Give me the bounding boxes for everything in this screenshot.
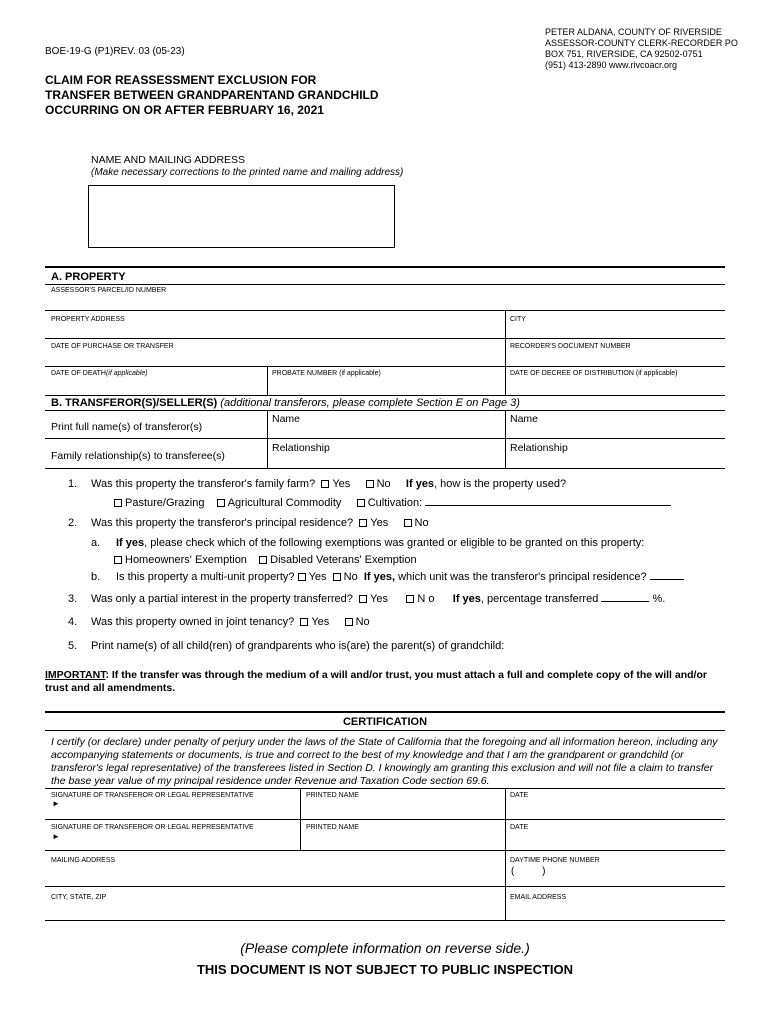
- certification-text: I certify (or declare) under penalty of perjury under the laws of the State of California that the foregoing and all information hereon, including any accompanying statements or documents, is true and correct to the best of my knowledge and that I am the grandparent or grandchild (or transferor's legal representative) of the transferees listed in Section D. I knowingly am granting this exclusion and will not file a claim to transfer the base year value of my principal residence under Revenue and Taxation Code section 69.6.: [51, 736, 718, 787]
- if-yes-label: If yes,: [363, 571, 396, 583]
- date-field-2[interactable]: [506, 820, 724, 850]
- reverse-side-note: (Please complete information on reverse side.): [240, 940, 530, 956]
- phone-label: DAYTIME PHONE NUMBER: [510, 857, 600, 864]
- transferor-names-label: Print full name(s) of transferor(s): [51, 421, 203, 433]
- q2-no-checkbox[interactable]: [404, 519, 412, 527]
- probate-label: PROBATE NUMBER (if applicable): [272, 370, 381, 377]
- cultivation-field[interactable]: [425, 505, 671, 506]
- mailing-address-label: MAILING ADDRESS: [51, 857, 116, 864]
- recorder-doc-label: RECORDER'S DOCUMENT NUMBER: [510, 343, 631, 350]
- grid-line: [267, 366, 268, 395]
- pasture-label: Pasture/Grazing: [125, 497, 205, 509]
- email-label: EMAIL ADDRESS: [510, 894, 567, 901]
- q3-number: 3.: [68, 593, 78, 605]
- form-number: BOE-19-G (P1)REV. 03 (05-23): [45, 46, 185, 57]
- homeowners-label: Homeowners' Exemption: [125, 554, 247, 566]
- grid-line: [505, 410, 506, 468]
- q1-number: 1.: [68, 478, 78, 490]
- signature-field-2[interactable]: [46, 820, 299, 850]
- date-label-1: DATE: [510, 792, 529, 799]
- agri-label: Agricultural Commodity: [227, 497, 342, 509]
- grid-line: [267, 410, 268, 468]
- mailing-label: NAME AND MAILING ADDRESS: [91, 154, 246, 166]
- important-line-1: [45, 670, 707, 681]
- qb-text: Is this property a multi-unit property?: [116, 571, 295, 583]
- name-col-1[interactable]: Name: [272, 413, 301, 425]
- grid-line: [45, 366, 725, 367]
- percentage-field[interactable]: [601, 601, 649, 602]
- grid-line: [45, 468, 725, 469]
- signature-arrow-1: ►: [52, 799, 60, 808]
- q4-no-checkbox[interactable]: [345, 618, 353, 626]
- death-date-label: [51, 370, 148, 377]
- date-field-1[interactable]: [506, 789, 724, 819]
- property-address-label: PROPERTY ADDRESS: [51, 316, 125, 323]
- mailing-instruction: (Make necessary corrections to the printed name and mailing address): [91, 167, 404, 178]
- q2-number: 2.: [68, 517, 78, 529]
- qb-no-checkbox[interactable]: [333, 573, 341, 581]
- veterans-label: Disabled Veterans' Exemption: [270, 554, 417, 566]
- section-b-heading: B. TRANSFEROR(S)/SELLER(S): [51, 397, 218, 409]
- yes-label: Yes: [332, 478, 351, 490]
- grid-line: [45, 438, 725, 439]
- if-yes-label: If yes: [405, 478, 435, 490]
- if-yes-label: If yes: [116, 537, 145, 549]
- exemption-options: [114, 555, 417, 566]
- printed-name-label-1: PRINTED NAME: [306, 792, 359, 799]
- email-field[interactable]: [506, 887, 724, 920]
- name-col-2[interactable]: Name: [510, 413, 539, 425]
- q3-text: Was only a partial interest in the property transferred?: [91, 593, 353, 605]
- city-state-zip-field[interactable]: [46, 887, 504, 920]
- qa-number: a.: [91, 537, 101, 549]
- important-line-2: trust and all amendments.: [45, 682, 176, 694]
- q4-row: [91, 617, 370, 628]
- printed-name-field-1[interactable]: [301, 789, 504, 819]
- important-text: : If the transfer was through the medium of a will and/or trust, you must attach a full and complete copy of the will and/or: [105, 669, 707, 681]
- public-inspection-notice: THIS DOCUMENT IS NOT SUBJECT TO PUBLIC INSPECTION: [196, 962, 574, 977]
- relationship-label: Family relationship(s) to transferee(s): [51, 450, 225, 462]
- q4-text: Was this property owned in joint tenancy?: [91, 616, 295, 628]
- agency-line: BOX 751, RIVERSIDE, CA 92502-0751: [545, 49, 703, 59]
- city-label: CITY: [510, 316, 526, 323]
- yes-label: Yes: [370, 517, 389, 529]
- pasture-checkbox[interactable]: [114, 499, 122, 507]
- grid-line: [45, 310, 725, 311]
- q3-follow-text: , percentage transferred: [480, 593, 599, 605]
- yes-label: Yes: [311, 616, 330, 628]
- cultivation-checkbox[interactable]: [357, 499, 365, 507]
- no-label: No: [355, 616, 370, 628]
- title-line: TRANSFER BETWEEN GRANDPARENTAND GRANDCHILD: [45, 88, 379, 102]
- no-label: No: [414, 517, 429, 529]
- important-label: IMPORTANT: [45, 669, 106, 681]
- qa-text: , please check which of the following exemptions was granted or eligible to be granted on this property:: [144, 537, 645, 549]
- decree-date-label: DATE OF DECREE OF DISTRIBUTION (if applicable): [510, 370, 678, 377]
- qb-yes-checkbox[interactable]: [298, 573, 306, 581]
- grid-line: [45, 920, 725, 921]
- q2-row: [91, 518, 429, 529]
- agency-address: [545, 27, 765, 71]
- certification-rule: [45, 711, 725, 713]
- q1-options: [114, 498, 671, 509]
- unit-field[interactable]: [650, 579, 684, 580]
- grid-line: [45, 410, 725, 411]
- agency-line: PETER ALDANA, COUNTY OF RIVERSIDE: [545, 27, 722, 37]
- no-label: No: [376, 478, 391, 490]
- death-date-text: DATE OF DEATH: [51, 370, 106, 377]
- qb-row: [116, 572, 684, 583]
- q1-follow-text: , how is the property used?: [434, 478, 567, 490]
- death-date-note: (if applicable): [105, 370, 148, 377]
- section-b-note: (additional transferors, please complete Section E on Page 3): [220, 397, 520, 409]
- printed-name-label-2: PRINTED NAME: [306, 824, 359, 831]
- signature-field-1[interactable]: [46, 789, 299, 819]
- q2-yes-checkbox[interactable]: [359, 519, 367, 527]
- no-label: N o: [417, 593, 435, 605]
- no-label: No: [343, 571, 358, 583]
- qb-number: b.: [91, 571, 101, 583]
- agri-checkbox[interactable]: [217, 499, 225, 507]
- grid-line: [45, 338, 725, 339]
- relationship-col-2[interactable]: Relationship: [510, 442, 568, 454]
- homeowners-checkbox[interactable]: [114, 556, 122, 564]
- q3-row: [91, 594, 665, 605]
- city-state-zip-label: CITY, STATE, ZIP: [51, 894, 107, 901]
- percent-sign: %.: [652, 593, 666, 605]
- signature-arrow-2: ►: [52, 832, 60, 841]
- veterans-checkbox[interactable]: [259, 556, 267, 564]
- agency-line: (951) 413-2890 www.rivcoacr.org: [545, 60, 678, 70]
- form-title: [45, 73, 465, 118]
- mailing-address-field[interactable]: [46, 851, 504, 886]
- q3-no-checkbox[interactable]: [406, 595, 414, 603]
- signature-label-1: SIGNATURE OF TRANSFEROR OR LEGAL REPRESENTATIVE: [51, 792, 254, 799]
- qa-row: [116, 538, 644, 549]
- if-yes-label: If yes: [452, 593, 481, 605]
- q5-text: Print name(s) of all child(ren) of grandparents who is(are) the parent(s) of grandchild:: [91, 640, 505, 652]
- purchase-date-label: DATE OF PURCHASE OR TRANSFER: [51, 343, 174, 350]
- q4-yes-checkbox[interactable]: [300, 618, 308, 626]
- date-label-2: DATE: [510, 824, 529, 831]
- mailing-address-box[interactable]: [88, 185, 395, 248]
- parcel-field[interactable]: [45, 285, 725, 310]
- yes-label: Yes: [308, 571, 327, 583]
- signature-label-2: SIGNATURE OF TRANSFEROR OR LEGAL REPRESENTATIVE: [51, 824, 254, 831]
- parcel-label: ASSESSOR'S PARCEL/ID NUMBER: [51, 287, 167, 294]
- phone-parens[interactable]: ( ): [511, 866, 546, 877]
- q1-yes-checkbox[interactable]: [321, 480, 329, 488]
- q4-number: 4.: [68, 616, 78, 628]
- printed-name-field-2[interactable]: [301, 820, 504, 850]
- agency-line: ASSESSOR-COUNTY CLERK-RECORDER PO: [545, 38, 738, 48]
- section-b-title: [51, 398, 520, 409]
- cultivation-label: Cultivation:: [367, 497, 423, 509]
- grid-line: [505, 310, 506, 395]
- certification-title: CERTIFICATION: [342, 716, 428, 728]
- q5-number: 5.: [68, 640, 78, 652]
- section-a-title: A. PROPERTY: [51, 271, 126, 283]
- q1-text: Was this property the transferor's family farm?: [91, 478, 316, 490]
- q1-no-checkbox[interactable]: [366, 480, 374, 488]
- grid-line: [45, 395, 725, 396]
- section-a-rule: [45, 266, 725, 268]
- qb-follow-text: which unit was the transferor's principal residence?: [398, 571, 647, 583]
- yes-label: Yes: [370, 593, 388, 605]
- grid-line: [45, 730, 725, 731]
- q1-row: [91, 479, 566, 490]
- q3-yes-checkbox[interactable]: [359, 595, 367, 603]
- title-line: OCCURRING ON OR AFTER FEBRUARY 16, 2021: [45, 103, 324, 117]
- title-line: CLAIM FOR REASSESSMENT EXCLUSION FOR: [45, 73, 317, 87]
- relationship-col-1[interactable]: Relationship: [272, 442, 330, 454]
- q2-text: Was this property the transferor's principal residence?: [91, 517, 354, 529]
